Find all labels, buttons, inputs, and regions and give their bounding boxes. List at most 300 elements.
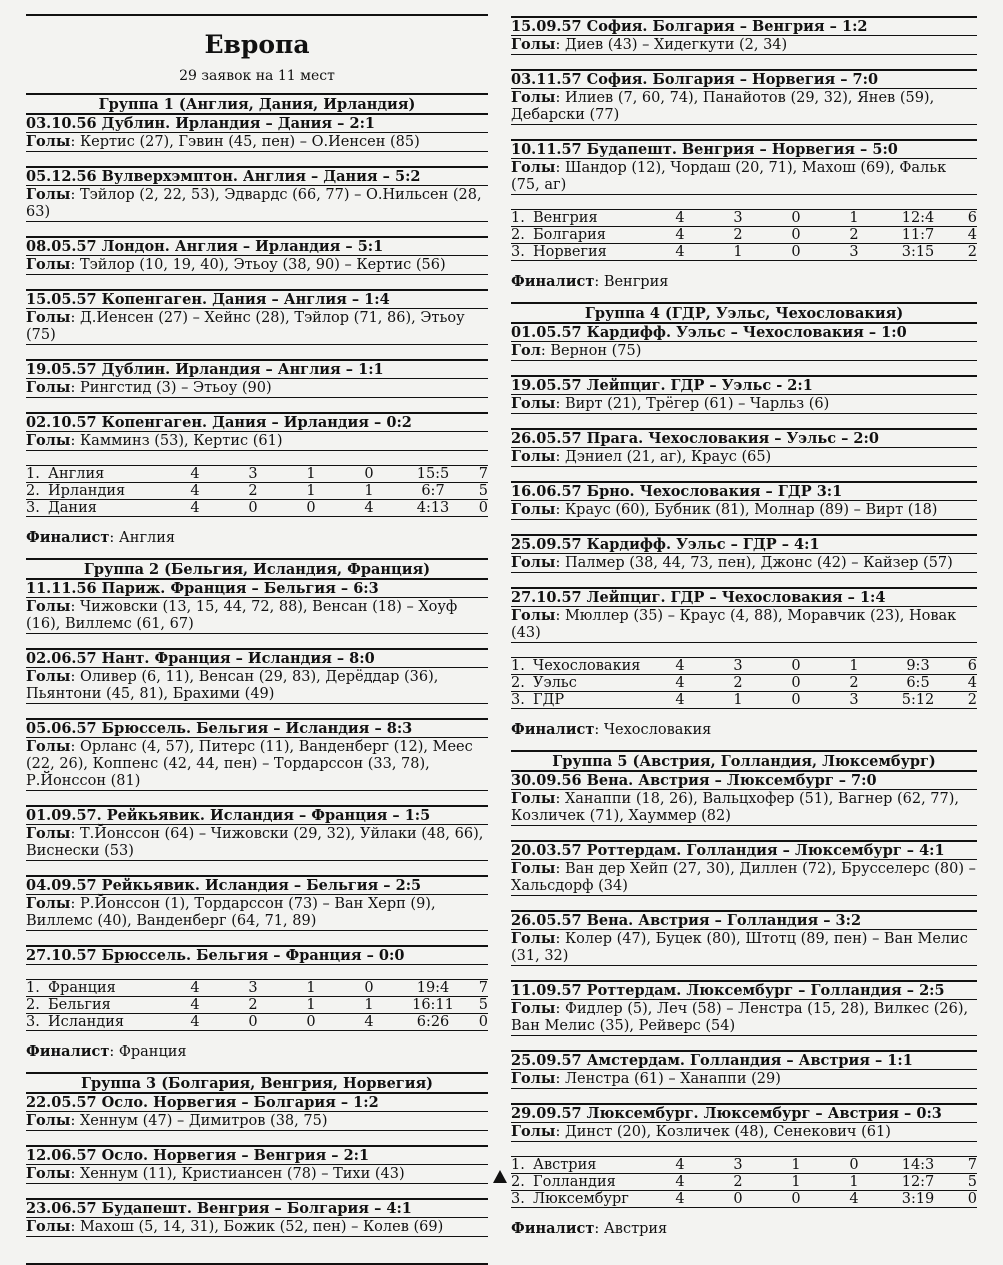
match-goals: Голы: Палмер (38, 44, 73, пен), Джонс (42) – Кайзер (57)	[511, 554, 977, 573]
standings-cell: 1	[709, 244, 767, 261]
match-goals: Голы: Фидлер (5), Леч (58) – Ленстра (15, 28), Вилкес (26), Ван Мелис (35), Рейверс (54)	[511, 1000, 977, 1036]
right-column	[511, 16, 977, 1249]
standings-row	[511, 1157, 977, 1174]
finalist-label: Финалист	[511, 273, 595, 290]
match-block	[511, 139, 977, 195]
goals-text: Махош (5, 14, 31), Божик (52, пен) – Колев (69)	[79, 1219, 444, 1235]
standings-cell: 4:13	[398, 500, 468, 517]
standings-cell: ГДР	[533, 692, 651, 709]
standings-cell: 6:26	[398, 1014, 468, 1031]
standings-cell: Бельгия	[48, 997, 166, 1014]
standings-cell: 7	[953, 1157, 977, 1174]
standings-cell: Ирландия	[48, 483, 166, 500]
match-goals: Голы: Кертис (27), Гэвин (45, пен) – О.Иенсен (85)	[26, 133, 488, 152]
match-block	[26, 1145, 488, 1184]
match-block	[26, 718, 488, 791]
match-block	[26, 578, 488, 634]
finalist-team: Австрия	[603, 1221, 668, 1237]
standings-cell: 3.	[26, 1014, 48, 1031]
standings-cell: 0	[767, 227, 825, 244]
standings-cell: Дания	[48, 500, 166, 517]
match-goals: Голы: Р.Йонссон (1), Тордарссон (73) – Ван Херп (9), Виллемс (40), Ванденберг (64, 71, 89)	[26, 895, 488, 931]
match-goals: Голы: Махош (5, 14, 31), Божик (52, пен) – Колев (69)	[26, 1218, 488, 1237]
standings-cell: 1	[709, 692, 767, 709]
goals-label: Голы	[511, 930, 556, 947]
standings-table	[511, 209, 977, 261]
standings-cell: 3:19	[883, 1191, 953, 1208]
goals-text: Вирт (21), Трёгер (61) – Чарльз (6)	[564, 396, 830, 412]
match-goals: Голы: Дэниел (21, аг), Краус (65)	[511, 448, 977, 467]
standings-cell: 5	[468, 483, 488, 500]
match-goals: Голы: Диев (43) – Хидегкути (2, 34)	[511, 36, 977, 55]
match-header: 11.09.57 Роттердам. Люксембург – Голландия – 2:5	[511, 980, 977, 1000]
goals-text: Тэйлор (2, 22, 53), Эдвардс (66, 77) – О.Нильсен (28, 63)	[26, 187, 482, 220]
match-block	[26, 236, 488, 275]
standings-cell: 2.	[26, 483, 48, 500]
standings-cell: 4	[651, 244, 709, 261]
match-goals: Голы: Ханаппи (18, 26), Вальцхофер (51), Вагнер (62, 77), Козличек (71), Хауммер (82)	[511, 790, 977, 826]
standings-cell: 0	[767, 244, 825, 261]
goals-label: Голы	[26, 1112, 71, 1129]
standings-cell: 4	[166, 483, 224, 500]
standings-cell: 11:7	[883, 227, 953, 244]
goals-label: Голы	[511, 554, 556, 571]
finalist-team: Англия	[118, 530, 176, 546]
goals-text: Д.Иенсен (27) – Хейнс (28), Тэйлор (71, 86), Этьоу (75)	[26, 310, 465, 343]
match-goals: Голы: Хеннум (47) – Димитров (38, 75)	[26, 1112, 488, 1131]
match-block	[511, 534, 977, 573]
standings-row	[26, 997, 488, 1014]
goals-text: Илиев (7, 60, 74), Панайотов (29, 32), Янев (59), Дебарски (77)	[511, 90, 935, 123]
match-header: 15.05.57 Копенгаген. Дания – Англия – 1:4	[26, 289, 488, 309]
top-rule	[26, 14, 488, 16]
group-1	[26, 93, 488, 547]
standings-cell: Венгрия	[533, 210, 651, 227]
standings-cell: 3	[709, 658, 767, 675]
goals-text: Чижовски (13, 15, 44, 72, 88), Венсан (18) – Хоуф (16), Виллемс (61, 67)	[26, 599, 458, 632]
standings-cell: 3	[709, 1157, 767, 1174]
finalist-team: Чехословакия	[603, 722, 712, 738]
goals-label: Голы	[511, 395, 556, 412]
standings-cell: 4	[953, 675, 977, 692]
match-block	[511, 980, 977, 1036]
goals-text: Оливер (6, 11), Венсан (29, 83), Дерёддар (36), Пьянтони (45, 81), Брахими (49)	[26, 669, 439, 702]
goals-label: Голы	[26, 432, 71, 449]
finalist-line: Финалист: Англия	[26, 529, 176, 546]
standings-cell: 1	[282, 466, 340, 483]
match-block	[511, 770, 977, 826]
standings-row	[511, 244, 977, 261]
standings-cell: 0	[468, 1014, 488, 1031]
standings-cell: Люксембург	[533, 1191, 651, 1208]
goals-text: Камминз (53), Кертис (61)	[79, 433, 283, 449]
standings-cell: 5	[953, 1174, 977, 1191]
goals-text: Дэниел (21, аг), Краус (65)	[564, 449, 772, 465]
match-header: 23.06.57 Будапешт. Венгрия – Болгария – 4:1	[26, 1198, 488, 1218]
goals-label: Голы	[26, 738, 71, 755]
goals-text: Тэйлор (10, 19, 40), Этьоу (38, 90) – Кертис (56)	[79, 257, 446, 273]
standings-cell: 0	[825, 1157, 883, 1174]
standings-cell: 1.	[511, 1157, 533, 1174]
standings-row	[511, 1174, 977, 1191]
match-block	[26, 289, 488, 345]
standings-cell: 4	[166, 997, 224, 1014]
match-block	[26, 1198, 488, 1237]
match-goals: Голы: Краус (60), Бубник (81), Молнар (89) – Вирт (18)	[511, 501, 977, 520]
standings-cell: 2	[953, 692, 977, 709]
standings-cell: 1	[825, 210, 883, 227]
goals-text: Хеннум (11), Кристиансен (78) – Тихи (43)	[79, 1166, 405, 1182]
goals-label: Голы	[26, 825, 71, 842]
match-header: 12.06.57 Осло. Норвегия – Венгрия – 2:1	[26, 1145, 488, 1165]
standings-cell: 6	[953, 210, 977, 227]
standings-cell: 4	[651, 1174, 709, 1191]
standings-cell: 0	[224, 500, 282, 517]
standings-cell: 0	[767, 1191, 825, 1208]
group-title: Группа 4 (ГДР, Уэльс, Чехословакия)	[511, 302, 977, 322]
goals-label: Голы	[26, 668, 71, 685]
standings-cell: 5	[468, 997, 488, 1014]
standings-cell: 2.	[511, 675, 533, 692]
standings-cell: 12:4	[883, 210, 953, 227]
standings-cell: 3:15	[883, 244, 953, 261]
standings-cell: 0	[767, 210, 825, 227]
match-header: 19.05.57 Дублин. Ирландия – Англия – 1:1	[26, 359, 488, 379]
goals-label: Голы	[26, 309, 71, 326]
standings-cell: 12:7	[883, 1174, 953, 1191]
standings-cell: 3.	[26, 500, 48, 517]
finalist-line: Финалист: Чехословакия	[511, 721, 712, 738]
standings-cell: 1	[340, 997, 398, 1014]
left-column	[26, 0, 488, 1265]
finalist-line: Финалист: Франция	[26, 1043, 187, 1060]
standings-row	[26, 1014, 488, 1031]
standings-cell: 1	[282, 997, 340, 1014]
goals-label: Голы	[26, 256, 71, 273]
match-goals: Голы: Т.Йонссон (64) – Чижовски (29, 32), Уйлаки (48, 66), Виснески (53)	[26, 825, 488, 861]
group-title: Группа 5 (Австрия, Голландия, Люксембург)	[511, 750, 977, 770]
standings-cell: 3	[224, 466, 282, 483]
match-block	[511, 69, 977, 125]
standings-cell: 1	[282, 483, 340, 500]
standings-cell: Уэльс	[533, 675, 651, 692]
group-title: Группа 2 (Бельгия, Исландия, Франция)	[26, 558, 488, 578]
goals-label: Голы	[26, 186, 71, 203]
standings-cell: 4	[825, 1191, 883, 1208]
standings-cell: 1	[825, 1174, 883, 1191]
goals-text: Ван дер Хейп (27, 30), Диллен (72), Брусселерс (80) – Хальсдорф (34)	[511, 861, 976, 894]
standings-cell: 1	[767, 1174, 825, 1191]
standings-cell: 2	[709, 227, 767, 244]
match-block	[511, 481, 977, 520]
goals-label: Голы	[511, 159, 556, 176]
standings-cell: 0	[224, 1014, 282, 1031]
standings-cell: 3.	[511, 692, 533, 709]
standings-table	[511, 657, 977, 709]
standings-cell: 4	[166, 500, 224, 517]
group-4	[511, 302, 977, 739]
standings-cell: Австрия	[533, 1157, 651, 1174]
standings-cell: 0	[340, 466, 398, 483]
goals-label: Голы	[511, 790, 556, 807]
goals-text: Динст (20), Козличек (48), Сенекович (61)	[564, 1124, 891, 1140]
match-block	[511, 16, 977, 55]
finalist-label: Финалист	[26, 1043, 110, 1060]
standings-cell: Болгария	[533, 227, 651, 244]
standings-cell: 2	[709, 1174, 767, 1191]
match-header: 05.06.57 Брюссель. Бельгия – Исландия – 8:3	[26, 718, 488, 738]
goals-text: Фидлер (5), Леч (58) – Ленстра (15, 28), Вилкес (26), Ван Мелис (35), Рейверс (54)	[511, 1001, 969, 1034]
standings-cell: 1.	[26, 980, 48, 997]
match-goals: Голы: Тэйлор (2, 22, 53), Эдвардс (66, 77) – О.Нильсен (28, 63)	[26, 186, 488, 222]
standings-cell: 3.	[511, 1191, 533, 1208]
standings-cell: 1	[825, 658, 883, 675]
goals-text: Хеннум (47) – Димитров (38, 75)	[79, 1113, 328, 1129]
goals-text: Палмер (38, 44, 73, пен), Джонс (42) – Кайзер (57)	[564, 555, 953, 571]
match-header: 29.09.57 Люксембург. Люксембург – Австрия – 0:3	[511, 1103, 977, 1123]
match-goals: Голы: Ленстра (61) – Ханаппи (29)	[511, 1070, 977, 1089]
match-header: 08.05.57 Лондон. Англия – Ирландия – 5:1	[26, 236, 488, 256]
goals-text: Ленстра (61) – Ханаппи (29)	[564, 1071, 781, 1087]
standings-row	[511, 1191, 977, 1208]
match-goals: Голы: Хеннум (11), Кристиансен (78) – Тихи (43)	[26, 1165, 488, 1184]
page-title: Европа	[204, 30, 310, 59]
finalist-team: Франция	[118, 1044, 187, 1060]
match-header: 25.09.57 Кардифф. Уэльс – ГДР – 4:1	[511, 534, 977, 554]
standings-cell: 4	[166, 466, 224, 483]
match-goals: Голы: Мюллер (35) – Краус (4, 88), Моравчик (23), Новак (43)	[511, 607, 977, 643]
standings-row	[511, 227, 977, 244]
standings-cell: 4	[651, 1157, 709, 1174]
match-block	[511, 428, 977, 467]
standings-cell: Норвегия	[533, 244, 651, 261]
standings-cell: Голландия	[533, 1174, 651, 1191]
goals-text: Т.Йонссон (64) – Чижовски (29, 32), Уйлаки (48, 66), Виснески (53)	[26, 826, 484, 859]
standings-cell: Чехословакия	[533, 658, 651, 675]
standings-cell: 4	[651, 675, 709, 692]
goals-label: Голы	[511, 1000, 556, 1017]
match-goals: Голы: Камминз (53), Кертис (61)	[26, 432, 488, 451]
standings-cell: 6:5	[883, 675, 953, 692]
standings-row	[511, 692, 977, 709]
match-header: 03.11.57 София. Болгария – Норвегия – 7:0	[511, 69, 977, 89]
match-block	[26, 875, 488, 931]
goals-text: Рингстид (3) – Этьоу (90)	[79, 380, 272, 396]
goals-text: Мюллер (35) – Краус (4, 88), Моравчик (23), Новак (43)	[511, 608, 957, 641]
match-block	[26, 945, 488, 965]
goals-label: Голы	[511, 36, 556, 53]
standings-cell: 3	[825, 244, 883, 261]
standings-cell: 2.	[26, 997, 48, 1014]
standings-cell: 0	[767, 658, 825, 675]
standings-table	[26, 465, 488, 517]
standings-table	[511, 1156, 977, 1208]
match-block	[511, 1050, 977, 1089]
match-header: 30.09.56 Вена. Австрия – Люксембург – 7:0	[511, 770, 977, 790]
finalist-line: Финалист: Венгрия	[511, 273, 669, 290]
goals-label: Голы	[511, 448, 556, 465]
finalist-label: Финалист	[511, 721, 595, 738]
goals-text: Р.Йонссон (1), Тордарссон (73) – Ван Херп (9), Виллемс (40), Ванденберг (64, 71, 89)	[26, 896, 436, 929]
standings-cell: 3	[709, 210, 767, 227]
standings-cell: 4	[651, 227, 709, 244]
match-goals: Голы: Шандор (12), Чордаш (20, 71), Махош (69), Фальк (75, аг)	[511, 159, 977, 195]
match-header: 20.03.57 Роттердам. Голландия – Люксембург – 4:1	[511, 840, 977, 860]
finalist-label: Финалист	[26, 529, 110, 546]
match-block	[511, 840, 977, 896]
standings-cell: 4	[651, 210, 709, 227]
goals-text: Краус (60), Бубник (81), Молнар (89) – Вирт (18)	[564, 502, 938, 518]
match-block	[26, 1092, 488, 1131]
match-block	[26, 805, 488, 861]
match-goals: Гол: Вернон (75)	[511, 342, 977, 361]
match-goals: Голы: Рингстид (3) – Этьоу (90)	[26, 379, 488, 398]
match-goals: Голы: Динст (20), Козличек (48), Сенекович (61)	[511, 1123, 977, 1142]
standings-table	[26, 979, 488, 1031]
standings-cell: 3.	[511, 244, 533, 261]
standings-cell: 5:12	[883, 692, 953, 709]
standings-row	[511, 675, 977, 692]
standings-row	[26, 980, 488, 997]
standings-cell: 4	[166, 1014, 224, 1031]
match-header: 04.09.57 Рейкьявик. Исландия – Бельгия – 2:5	[26, 875, 488, 895]
match-block	[26, 113, 488, 152]
match-header: 27.10.57 Лейпциг. ГДР – Чехословакия – 1:4	[511, 587, 977, 607]
match-goals: Голы: Илиев (7, 60, 74), Панайотов (29, 32), Янев (59), Дебарски (77)	[511, 89, 977, 125]
standings-row	[26, 466, 488, 483]
standings-cell: 0	[709, 1191, 767, 1208]
goals-text: Ханаппи (18, 26), Вальцхофер (51), Вагнер (62, 77), Козличек (71), Хауммер (82)	[511, 791, 960, 824]
group-3-part-2	[511, 16, 977, 291]
standings-cell: 2	[825, 227, 883, 244]
match-header: 03.10.56 Дублин. Ирландия – Дания – 2:1	[26, 113, 488, 133]
standings-cell: 1.	[511, 658, 533, 675]
standings-cell: 4	[340, 1014, 398, 1031]
match-goals: Голы: Д.Иенсен (27) – Хейнс (28), Тэйлор (71, 86), Этьоу (75)	[26, 309, 488, 345]
standings-cell: 0	[282, 500, 340, 517]
match-header: 11.11.56 Париж. Франция – Бельгия – 6:3	[26, 578, 488, 598]
match-goals: Голы: Чижовски (13, 15, 44, 72, 88), Венсан (18) – Хоуф (16), Виллемс (61, 67)	[26, 598, 488, 634]
standings-cell: 1.	[26, 466, 48, 483]
match-header: 01.09.57. Рейкьявик. Исландия – Франция – 1:5	[26, 805, 488, 825]
goals-label: Голы	[511, 501, 556, 518]
match-header: 26.05.57 Прага. Чехословакия – Уэльс – 2:0	[511, 428, 977, 448]
standings-cell: 4	[651, 1191, 709, 1208]
match-block	[511, 1103, 977, 1142]
standings-cell: 15:5	[398, 466, 468, 483]
standings-cell: 0	[767, 675, 825, 692]
match-header: 02.06.57 Нант. Франция – Исландия – 8:0	[26, 648, 488, 668]
standings-cell: 2	[224, 997, 282, 1014]
standings-cell: 4	[651, 658, 709, 675]
standings-cell: 4	[651, 692, 709, 709]
standings-cell: 0	[340, 980, 398, 997]
goals-text: Орланс (4, 57), Питерс (11), Ванденберг (12), Меес (22, 26), Коппенс (42, 44, пен) – Тордарссон (33, 78), Р.Йонссон (81)	[26, 739, 473, 789]
standings-cell: 1	[340, 483, 398, 500]
group-title: Группа 3 (Болгария, Венгрия, Норвегия)	[26, 1072, 488, 1092]
match-header: 10.11.57 Будапешт. Венгрия – Норвегия – 5:0	[511, 139, 977, 159]
finalist-team: Венгрия	[603, 274, 669, 290]
standings-cell: 6	[953, 658, 977, 675]
match-block	[26, 648, 488, 704]
match-block	[511, 587, 977, 643]
match-header: 01.05.57 Кардифф. Уэльс – Чехословакия – 1:0	[511, 322, 977, 342]
match-header: 19.05.57 Лейпциг. ГДР – Уэльс - 2:1	[511, 375, 977, 395]
standings-cell: 7	[468, 466, 488, 483]
goals-label: Голы	[26, 598, 71, 615]
standings-cell: 1.	[511, 210, 533, 227]
match-block	[26, 412, 488, 451]
goals-text: Вернон (75)	[550, 343, 642, 359]
match-header: 02.10.57 Копенгаген. Дания – Ирландия – 0:2	[26, 412, 488, 432]
match-block	[511, 375, 977, 414]
standings-cell: 0	[468, 500, 488, 517]
match-block	[511, 322, 977, 361]
finalist-label: Финалист	[511, 1220, 595, 1237]
match-header: 22.05.57 Осло. Норвегия – Болгария – 1:2	[26, 1092, 488, 1112]
standings-cell: 2.	[511, 1174, 533, 1191]
page-subtitle: 29 заявок на 11 мест	[179, 68, 335, 84]
group-3-part-1	[26, 1072, 488, 1237]
standings-cell: 0	[767, 692, 825, 709]
goals-label: Голы	[511, 89, 556, 106]
standings-cell: 2	[953, 244, 977, 261]
standings-cell: 6:7	[398, 483, 468, 500]
standings-cell: Англия	[48, 466, 166, 483]
standings-cell: 4	[340, 500, 398, 517]
standings-row	[26, 500, 488, 517]
goals-label: Голы	[511, 1070, 556, 1087]
goals-label: Голы	[511, 860, 556, 877]
goals-label: Голы	[511, 1123, 556, 1140]
goals-text: Шандор (12), Чордаш (20, 71), Махош (69), Фальк (75, аг)	[511, 160, 947, 193]
standings-row	[26, 483, 488, 500]
standings-cell: 2	[709, 675, 767, 692]
match-block	[511, 910, 977, 966]
match-goals: Голы: Орланс (4, 57), Питерс (11), Ванденберг (12), Меес (22, 26), Коппенс (42, 44, пен) – Тордарссон (33, 78), Р.Йонссон (81)	[26, 738, 488, 791]
goals-label: Гол	[511, 342, 541, 359]
match-header: 16.06.57 Брно. Чехословакия – ГДР 3:1	[511, 481, 977, 501]
goals-label: Голы	[26, 379, 71, 396]
goals-text: Колер (47), Буцек (80), Штотц (89, пен) – Ван Мелис (31, 32)	[511, 931, 968, 964]
group-5	[511, 750, 977, 1238]
standings-cell: 19:4	[398, 980, 468, 997]
standings-cell: Франция	[48, 980, 166, 997]
standings-cell: 1	[282, 980, 340, 997]
match-header: 25.09.57 Амстердам. Голландия – Австрия – 1:1	[511, 1050, 977, 1070]
standings-cell: 0	[282, 1014, 340, 1031]
standings-cell: 14:3	[883, 1157, 953, 1174]
match-goals: Голы: Колер (47), Буцек (80), Штотц (89, пен) – Ван Мелис (31, 32)	[511, 930, 977, 966]
goals-label: Голы	[26, 895, 71, 912]
match-goals: Голы: Вирт (21), Трёгер (61) – Чарльз (6)	[511, 395, 977, 414]
standings-cell: 16:11	[398, 997, 468, 1014]
match-block	[26, 359, 488, 398]
goals-text: Кертис (27), Гэвин (45, пен) – О.Иенсен (85)	[79, 134, 420, 150]
finalist-line: Финалист: Австрия	[511, 1220, 668, 1237]
standings-cell: 4	[166, 980, 224, 997]
standings-cell: 7	[468, 980, 488, 997]
group-2	[26, 558, 488, 1061]
standings-cell: 2	[224, 483, 282, 500]
standings-cell: 1	[767, 1157, 825, 1174]
match-goals: Голы: Тэйлор (10, 19, 40), Этьоу (38, 90) – Кертис (56)	[26, 256, 488, 275]
goals-text: Диев (43) – Хидегкути (2, 34)	[564, 37, 788, 53]
goals-label: Голы	[26, 1218, 71, 1235]
goals-label: Голы	[26, 133, 71, 150]
standings-cell: 2	[825, 675, 883, 692]
match-header: 26.05.57 Вена. Австрия – Голландия – 3:2	[511, 910, 977, 930]
